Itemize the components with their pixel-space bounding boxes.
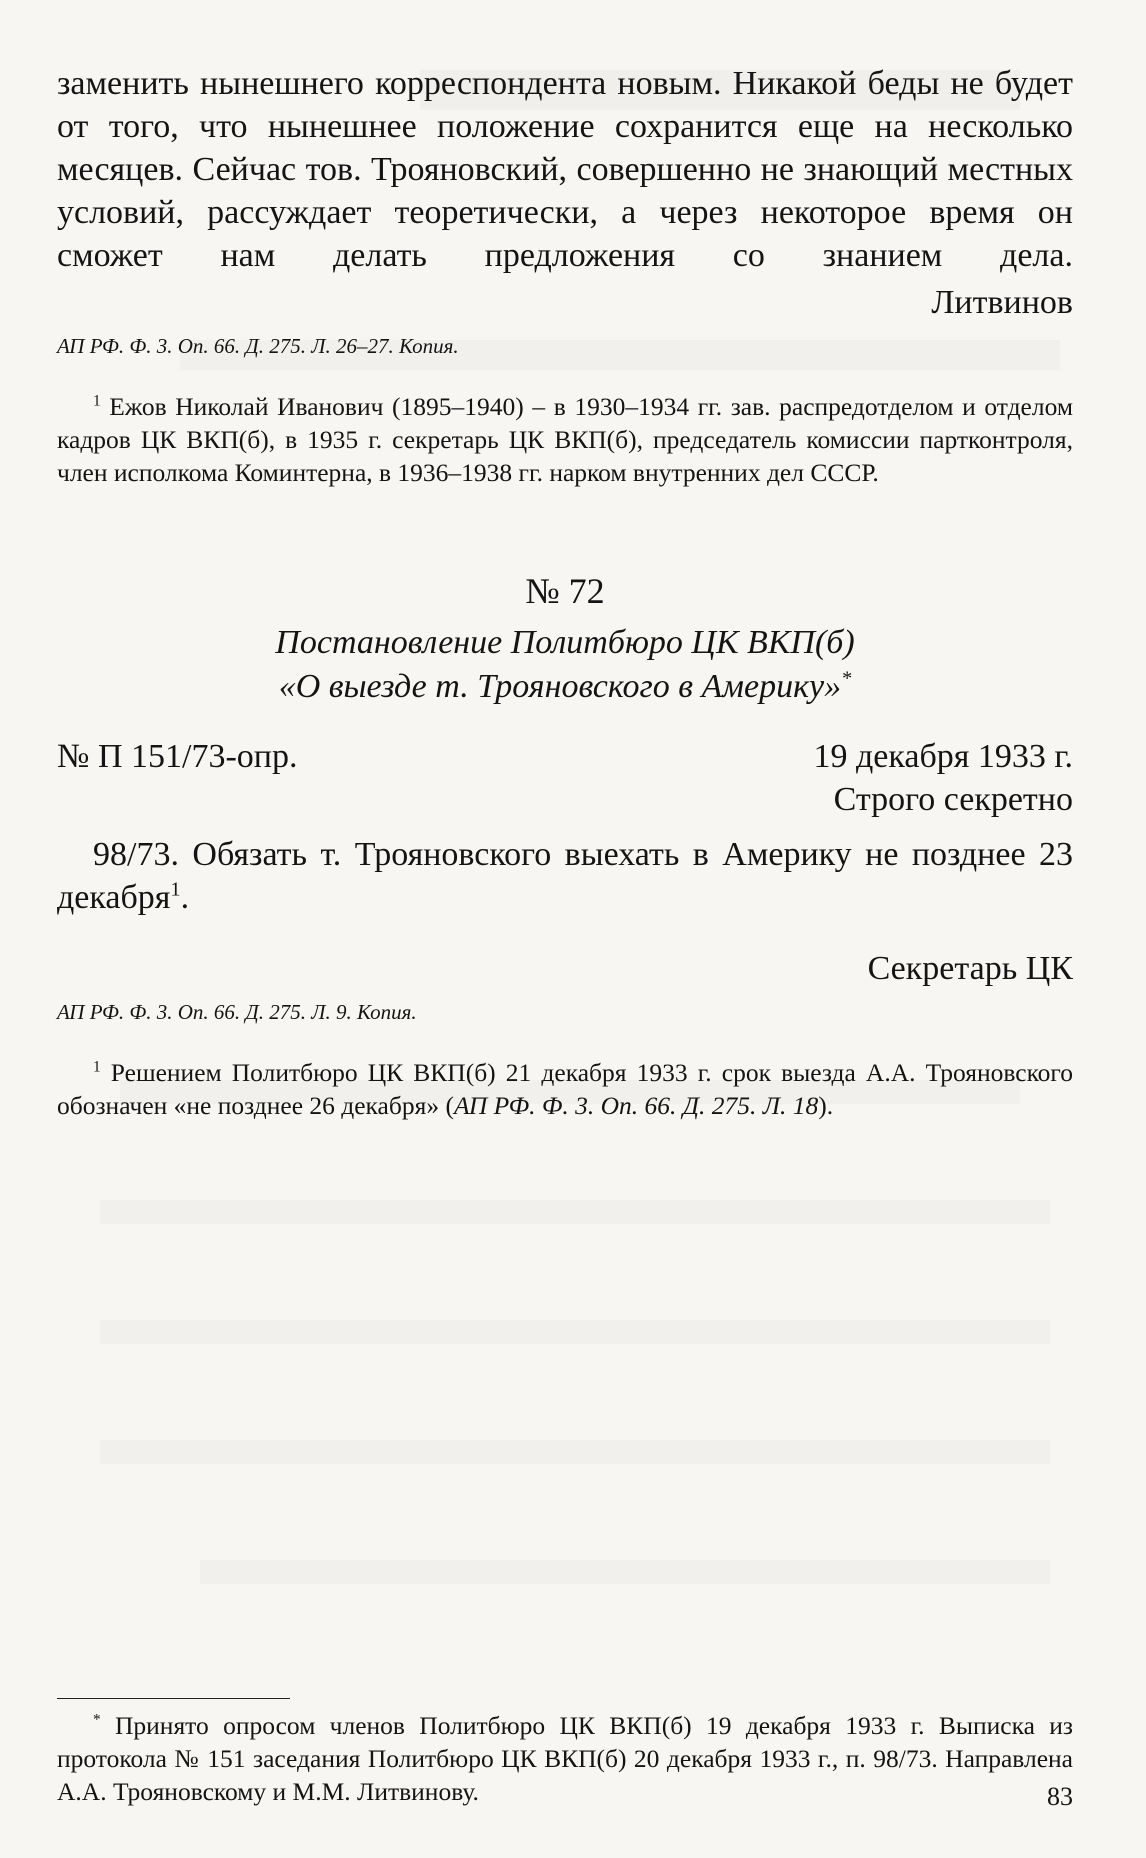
document-title-text: «О выезде т. Трояновского в Америку» [278, 668, 842, 705]
footnote-2-text-a: Решением Политбюро ЦК ВКП(б) 21 декабря 1933 г. срок выезда А.А. Трояновского обозначен «не позднее 26 декабря» ( [57, 1058, 1073, 1120]
decision-footnote-mark: 1 [170, 878, 181, 901]
signature-secretary: Секретарь ЦК [867, 950, 1073, 987]
reference-date-row [57, 735, 1073, 778]
document-title-mark: * [841, 667, 852, 690]
archive-reference-1: АП РФ. Ф. 3. Оп. 66. Д. 275. Л. 26–27. Копия. [57, 334, 459, 358]
footnote-2-archive-ref: АП РФ. Ф. 3. Оп. 66. Д. 275. Л. 18 [453, 1091, 819, 1120]
decision-paragraph [57, 833, 1073, 919]
document-number: № 72 [525, 571, 605, 611]
footnote-1-text: Ежов Николай Иванович (1895–1940) – в 1930–1934 гг. зав. распредотделом и отделом кадров ЦК ВКП(б), в 1935 г. секретарь ЦК ВКП(б), председатель комиссии партконтроля, член исполкома Коминтерна, в 1936–1938 гг. нарком внутренних дел СССР. [57, 392, 1073, 487]
signature-litvinov: Литвинов [931, 284, 1073, 321]
footnote-1 [57, 390, 1073, 489]
decision-text: 98/73. Обязать т. Трояновского выехать в Америку не позднее 23 декабря [57, 836, 1073, 916]
protocol-reference: № П 151/73-опр. [57, 738, 298, 775]
page-number: 83 [1047, 1782, 1073, 1811]
footnote-1-mark: 1 [93, 392, 101, 410]
archive-reference-2: АП РФ. Ф. 3. Оп. 66. Д. 275. Л. 9. Копия. [57, 1000, 417, 1024]
document-title-line-1: Постановление Политбюро ЦК ВКП(б) [275, 624, 855, 661]
footnote-2-mark: 1 [93, 1058, 101, 1076]
document-page [57, 62, 1073, 1808]
footnote-2 [57, 1056, 1073, 1122]
document-date: 19 декабря 1933 г. [813, 738, 1073, 775]
intro-paragraph: заменить нынешнего корреспондента новым. Никакой беды не будет от того, что нынешнее положение сохранится еще на несколько месяцев. Сейчас тов. Трояновский, совершенно не знающий местных условий, рассуждает теоретически, а через некоторое время он сможет нам делать предложения со знанием дела. [57, 65, 1073, 274]
classification-stamp: Строго секретно [833, 781, 1073, 818]
decision-end: . [180, 879, 190, 916]
document-title-line-2 [57, 665, 1073, 709]
bottom-footnote [57, 1709, 1073, 1808]
bottom-footnote-mark: * [93, 1711, 101, 1729]
footnote-separator [57, 1698, 290, 1699]
footnote-2-text-b: ). [818, 1091, 834, 1120]
bottom-footnote-text: Принято опросом членов Политбюро ЦК ВКП(б) 19 декабря 1933 г. Выписка из протокола № 151 заседания Политбюро ЦК ВКП(б) 20 декабря 1933 г., п. 98/73. Направлена А.А. Трояновскому и М.М. Литвинову. [57, 1711, 1073, 1806]
